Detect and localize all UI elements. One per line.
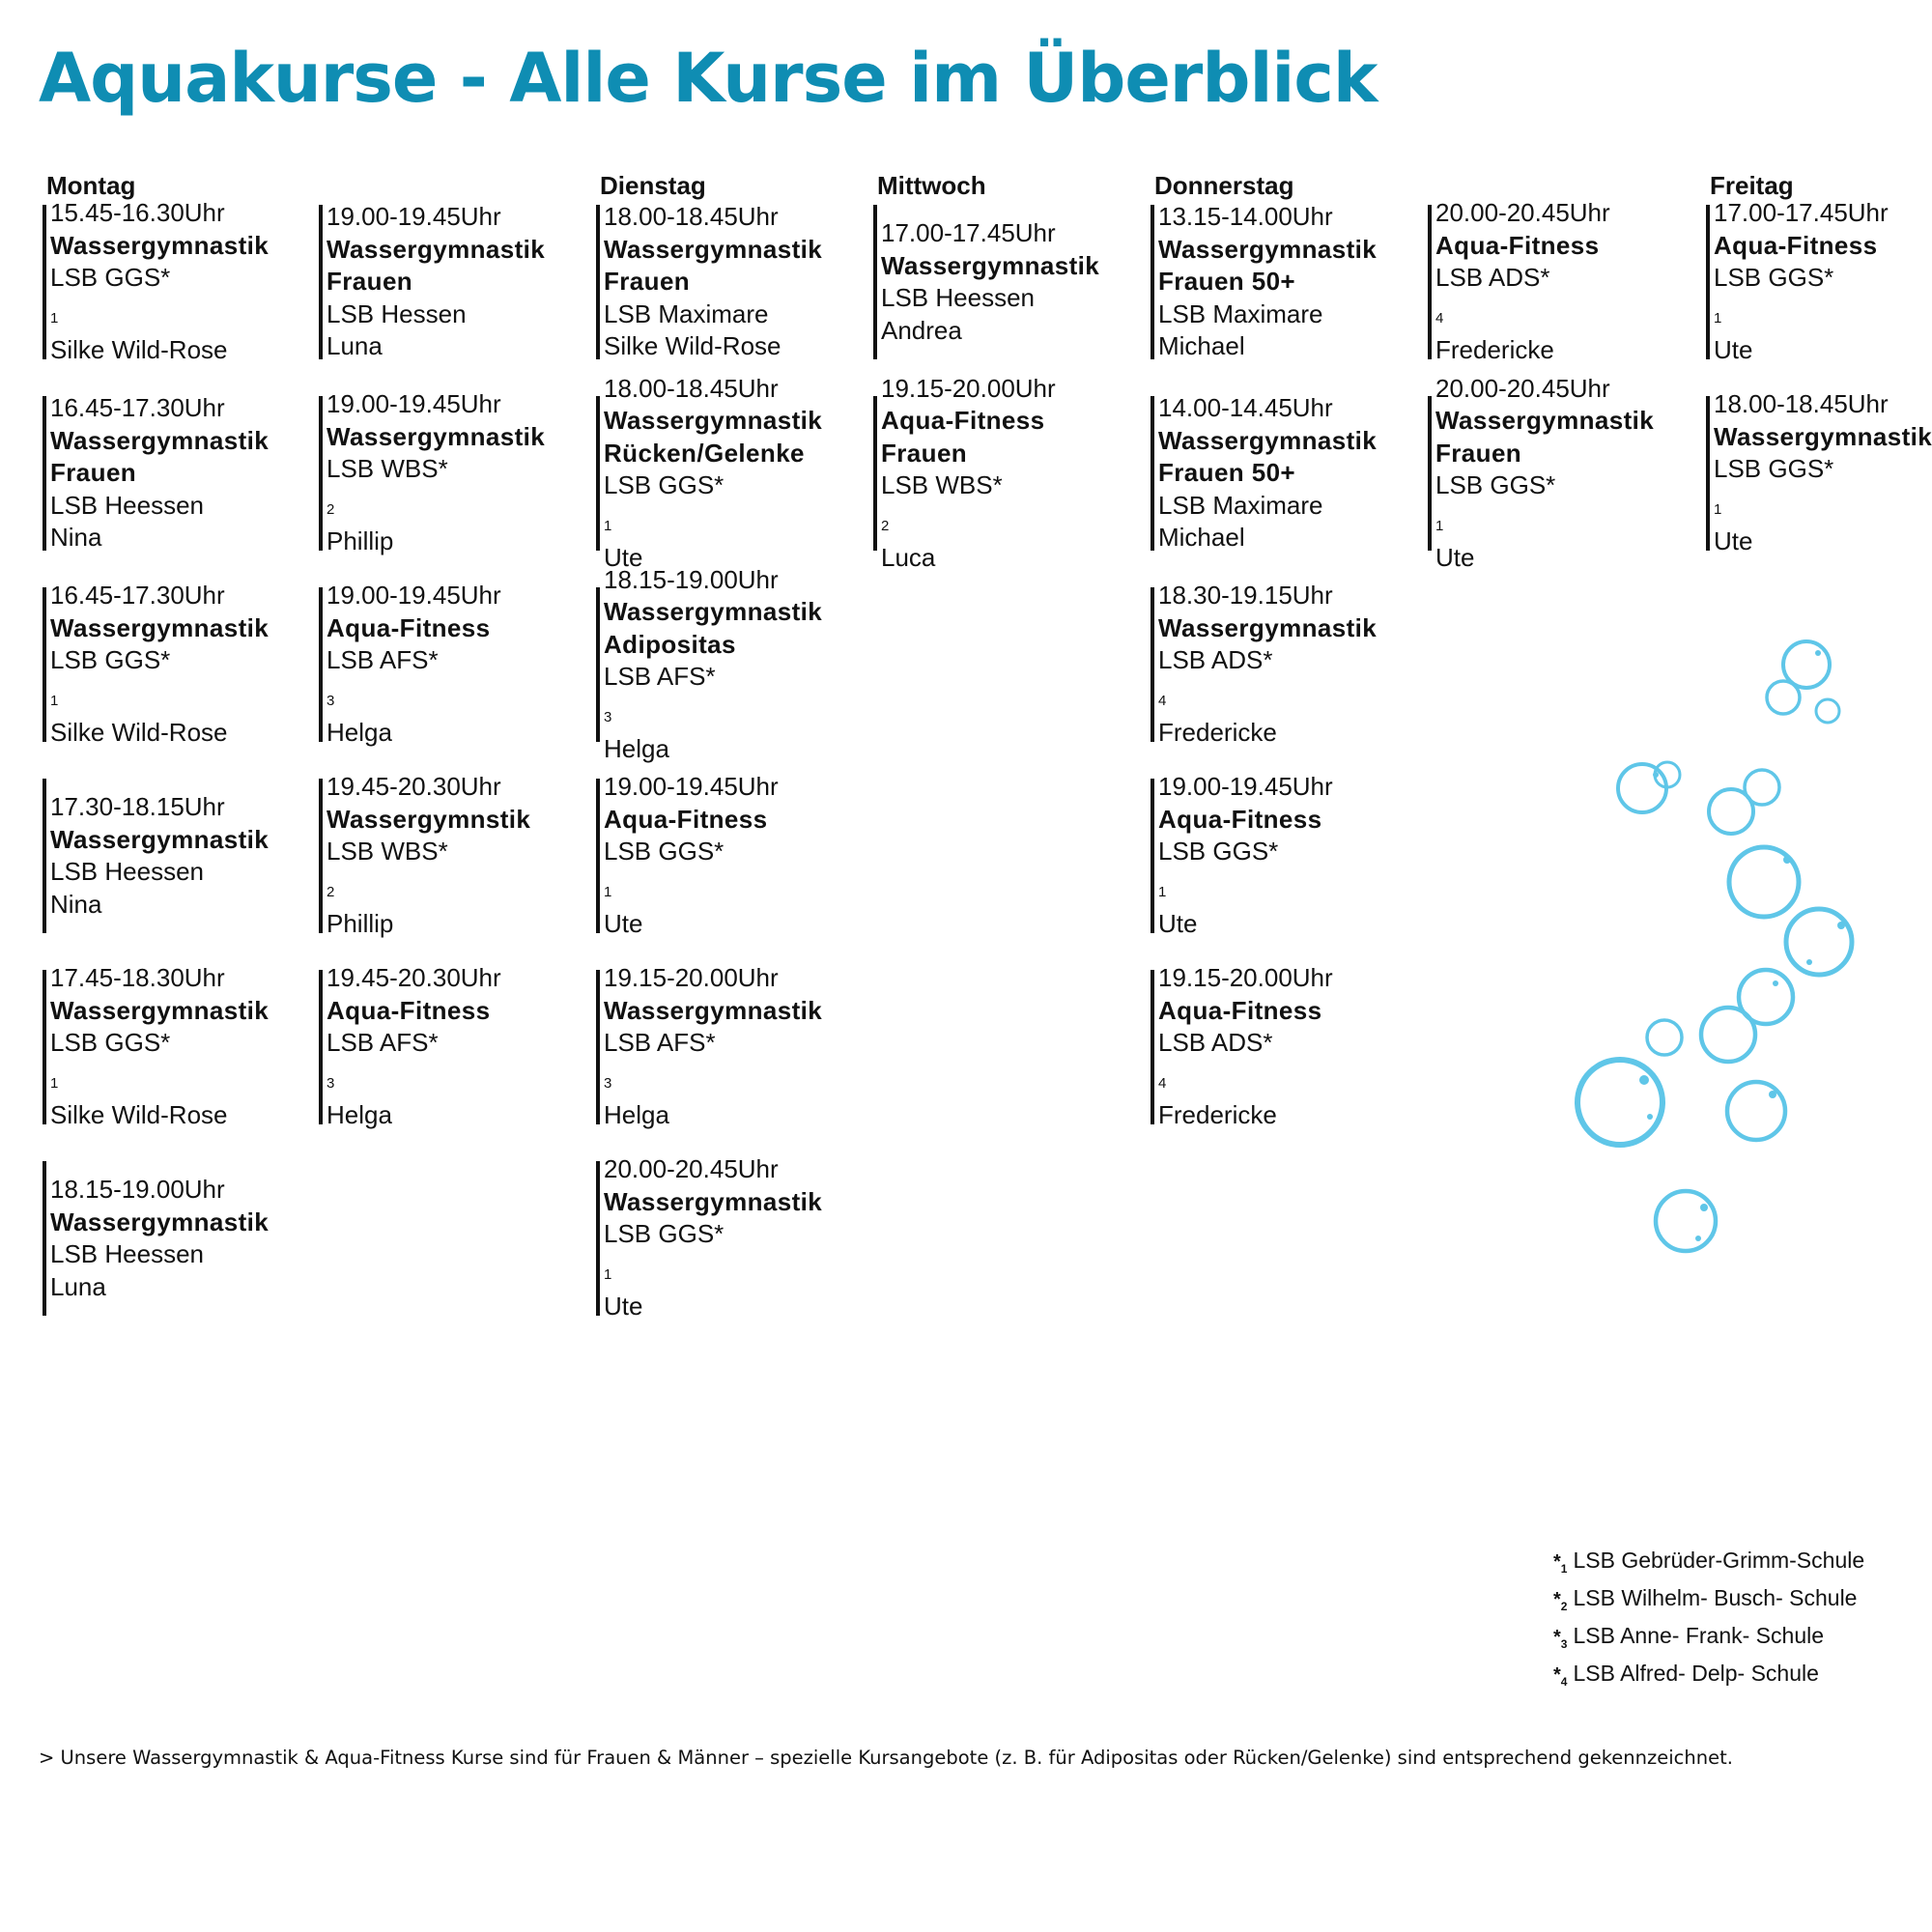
course-name: Wassergymnastik [50,1207,270,1236]
course-entry [1428,198,1689,365]
course-target-group: Adipositas [604,629,736,659]
course-instructor: Helga [604,1100,669,1130]
course-location: LSB GGS* $_1$ [50,645,171,709]
course-name: Wassergymnastik [50,230,270,260]
course-time: 17.00-17.45Uhr [881,218,1056,247]
course-location: LSB ADS* $_4$ [1158,645,1273,709]
course-target-group: Frauen [881,438,968,468]
course-name: Wassergymnastik [50,612,270,642]
course-time: 18.15-19.00Uhr [50,1175,225,1204]
course-instructor: Andrea [881,315,962,345]
course-time: 17.30-18.15Uhr [50,792,225,821]
course-instructor: Fredericke [1158,1100,1277,1130]
course-instructor: Ute [1714,335,1753,365]
course-entry [319,202,580,361]
location-footnote-ref: 1 [1714,500,1722,518]
course-location: LSB GGS* $_1$ [1714,454,1834,518]
course-entry [596,1154,857,1321]
course-time: 17.00-17.45Uhr [1714,198,1889,228]
course-time: 19.15-20.00Uhr [1158,963,1333,993]
course-target-group: Frauen [604,267,691,297]
course-entry [43,393,303,553]
course-name: Wassergymnastik [50,425,270,455]
course-entry [43,1161,303,1316]
course-location: LSB Heessen [50,857,204,886]
location-footnote-ref: 2 [327,500,335,518]
location-footnote-ref: 1 [604,1265,612,1283]
course-time: 16.45-17.30Uhr [50,581,225,611]
course-instructor: Helga [604,734,669,763]
course-location: LSB GGS* $_1$ [1435,470,1556,534]
course-entry [319,772,580,939]
course-instructor: Luna [50,1271,106,1301]
course-instructor: Luna [327,331,383,361]
course-location: LSB ADS* $_4$ [1158,1028,1273,1092]
course-time: 18.30-19.15Uhr [1158,581,1333,611]
course-location: LSB GGS* $_1$ [1158,837,1279,900]
course-name: Wassergymnastik [881,250,1100,280]
course-instructor: Luca [881,543,936,572]
course-entry [596,373,857,572]
course-instructor: Silke Wild-Rose [50,1100,228,1130]
course-time: 14.00-14.45Uhr [1158,393,1333,423]
course-location: LSB Heessen [881,283,1035,312]
course-location: LSB Maximare [1158,490,1323,520]
course-instructor: Ute [604,543,643,572]
course-instructor: Ute [604,909,643,939]
course-time: 19.45-20.30Uhr [327,963,501,993]
course-time: 13.15-14.00Uhr [1158,202,1333,232]
course-time: 18.00-18.45Uhr [1714,389,1889,419]
day-header-dienstag: Dienstag [600,171,706,200]
course-target-group: Frauen 50+ [1158,267,1296,297]
course-entry [43,198,303,365]
course-location: LSB GGS* $_1$ [1714,263,1834,327]
course-time: 19.15-20.00Uhr [604,963,779,993]
course-location: LSB AFS* $_3$ [327,645,439,709]
course-name: Wassergymnastik [1435,406,1655,435]
course-entry [1151,963,1411,1130]
course-time: 20.00-20.45Uhr [1435,373,1610,403]
course-time: 19.00-19.45Uhr [327,581,501,611]
course-name: Wassergymnastik [50,995,270,1025]
location-footnote-ref: 1 [604,517,612,534]
course-location: LSB GGS* $_1$ [604,837,724,900]
course-time: 19.00-19.45Uhr [1158,772,1333,802]
course-instructor: Silke Wild-Rose [50,718,228,748]
course-instructor: Silke Wild-Rose [604,331,781,361]
course-name: Wassergymnastik [604,406,823,435]
course-name: Aqua-Fitness [1714,230,1878,260]
course-time: 18.00-18.45Uhr [604,373,779,403]
course-location: LSB WBS* $_2$ [327,837,448,900]
course-time: 19.00-19.45Uhr [604,772,779,802]
course-name: Wassergymnastik [1158,612,1378,642]
course-instructor: Fredericke [1158,718,1277,748]
location-footnote-ref: 2 [881,517,890,534]
course-entry [319,389,580,556]
page-title: Aquakurse - Alle Kurse im Überblick [39,39,1378,118]
course-name: Aqua-Fitness [1158,995,1322,1025]
course-instructor: Ute [1158,909,1198,939]
location-footnote-ref: 1 [50,309,59,327]
course-entry [873,205,1134,359]
course-time: 20.00-20.45Uhr [1435,198,1610,228]
course-instructor: Fredericke [1435,335,1554,365]
course-name: Wassergymnastik [604,234,823,264]
course-instructor: Silke Wild-Rose [50,335,228,365]
day-header-montag: Montag [46,171,136,200]
location-footnote-ref: 4 [1158,1074,1167,1092]
course-name: Wassergymnastik [1714,421,1932,451]
course-entry [43,963,303,1130]
location-footnote-ref: 1 [1435,517,1444,534]
course-entry [1706,389,1932,556]
course-time: 15.45-16.30Uhr [50,198,225,228]
course-entry [43,779,303,933]
course-target-group: Frauen [327,267,413,297]
location-footnote-ref: 3 [327,1074,335,1092]
legend-item: $*_3$ LSB Anne- Frank- Schule [1553,1623,1825,1651]
location-legend [1553,1546,1920,1696]
course-location: LSB WBS* $_2$ [881,470,1003,534]
course-name: Wassergymnstik [327,804,531,834]
course-location: LSB GGS* $_1$ [50,263,171,327]
course-location: LSB Hessen [327,298,467,328]
day-header-freitag: Freitag [1710,171,1794,200]
location-footnote-ref: 1 [1158,883,1167,900]
course-target-group: Frauen [50,458,137,488]
course-target-group: Frauen 50+ [1158,458,1296,488]
course-location: LSB Maximare [1158,298,1323,328]
course-entry [596,564,857,763]
day-header-donnerstag: Donnerstag [1154,171,1294,200]
course-entry [1428,373,1689,572]
footnote: > Unsere Wassergymnastik & Aqua-Fitness Kurse sind für Frauen & Männer – spezielle Kursangebote (z. B. für Adipositas oder Rücken/Gelenke) sind entsprechend gekennzeichnet. [39,1747,1733,1769]
location-footnote-ref: 1 [50,692,59,709]
course-entry [43,581,303,748]
course-entry [319,963,580,1130]
course-name: Aqua-Fitness [604,804,768,834]
course-entry [1151,393,1411,553]
course-location: LSB WBS* $_2$ [327,454,448,518]
course-entry [1151,581,1411,748]
course-instructor: Michael [1158,331,1245,361]
course-instructor: Helga [327,718,392,748]
course-name: Wassergymnastik [604,1186,823,1216]
course-entry [1151,202,1411,361]
course-entry [319,581,580,748]
day-header-mittwoch: Mittwoch [877,171,986,200]
legend-item: $*_1$ LSB Gebrüder-Grimm-Schule [1553,1548,1865,1576]
course-location: LSB GGS* $_1$ [604,1219,724,1283]
course-location: LSB GGS* $_1$ [50,1028,171,1092]
course-location: LSB Heessen [50,1239,204,1268]
course-location: LSB Maximare [604,298,769,328]
course-location: LSB AFS* $_3$ [604,1028,716,1092]
location-footnote-ref: 3 [604,708,612,725]
course-name: Aqua-Fitness [1435,230,1600,260]
course-location: LSB Heessen [50,490,204,520]
course-time: 19.00-19.45Uhr [327,202,501,232]
legend-item: $*_2$ LSB Wilhelm- Busch- Schule [1553,1585,1858,1613]
course-time: 20.00-20.45Uhr [604,1154,779,1184]
location-footnote-ref: 1 [1714,309,1722,327]
course-instructor: Ute [1714,526,1753,556]
course-time: 19.00-19.45Uhr [327,389,501,419]
course-target-group: Rücken/Gelenke [604,438,805,468]
course-instructor: Michael [1158,523,1245,553]
course-name: Wassergymnastik [50,824,270,854]
course-location: LSB AFS* $_3$ [327,1028,439,1092]
course-name: Aqua-Fitness [1158,804,1322,834]
bubbles-illustration [1546,618,1874,1275]
location-footnote-ref: 1 [50,1074,59,1092]
course-instructor: Nina [50,889,102,919]
course-name: Wassergymnastik [327,234,546,264]
course-time: 19.15-20.00Uhr [881,373,1056,403]
course-name: Aqua-Fitness [327,612,491,642]
course-entry [1706,198,1932,365]
course-instructor: Phillip [327,909,394,939]
legend-item: $*_4$ LSB Alfred- Delp- Schule [1553,1661,1819,1689]
course-entry [1151,772,1411,939]
course-time: 18.15-19.00Uhr [604,564,779,594]
course-name: Wassergymnastik [604,597,823,626]
course-entry [873,373,1134,572]
course-location: LSB GGS* $_1$ [604,470,724,534]
course-target-group: Frauen [1435,438,1522,468]
course-name: Aqua-Fitness [881,406,1045,435]
course-time: 19.45-20.30Uhr [327,772,501,802]
course-entry [596,772,857,939]
course-location: LSB AFS* $_3$ [604,662,716,725]
location-footnote-ref: 2 [327,883,335,900]
location-footnote-ref: 3 [327,692,335,709]
course-instructor: Phillip [327,526,394,556]
location-footnote-ref: 1 [604,883,612,900]
course-time: 17.45-18.30Uhr [50,963,225,993]
course-time: 18.00-18.45Uhr [604,202,779,232]
course-instructor: Ute [1435,543,1475,572]
course-name: Aqua-Fitness [327,995,491,1025]
course-instructor: Helga [327,1100,392,1130]
location-footnote-ref: 3 [604,1074,612,1092]
course-name: Wassergymnastik [1158,234,1378,264]
course-location: LSB ADS* $_4$ [1435,263,1550,327]
course-entry [596,202,857,361]
course-entry [596,963,857,1130]
location-footnote-ref: 4 [1158,692,1167,709]
location-footnote-ref: 4 [1435,309,1444,327]
course-time: 16.45-17.30Uhr [50,393,225,423]
course-instructor: Nina [50,523,102,553]
course-name: Wassergymnastik [1158,425,1378,455]
course-name: Wassergymnastik [604,995,823,1025]
course-name: Wassergymnastik [327,421,546,451]
course-instructor: Ute [604,1292,643,1321]
